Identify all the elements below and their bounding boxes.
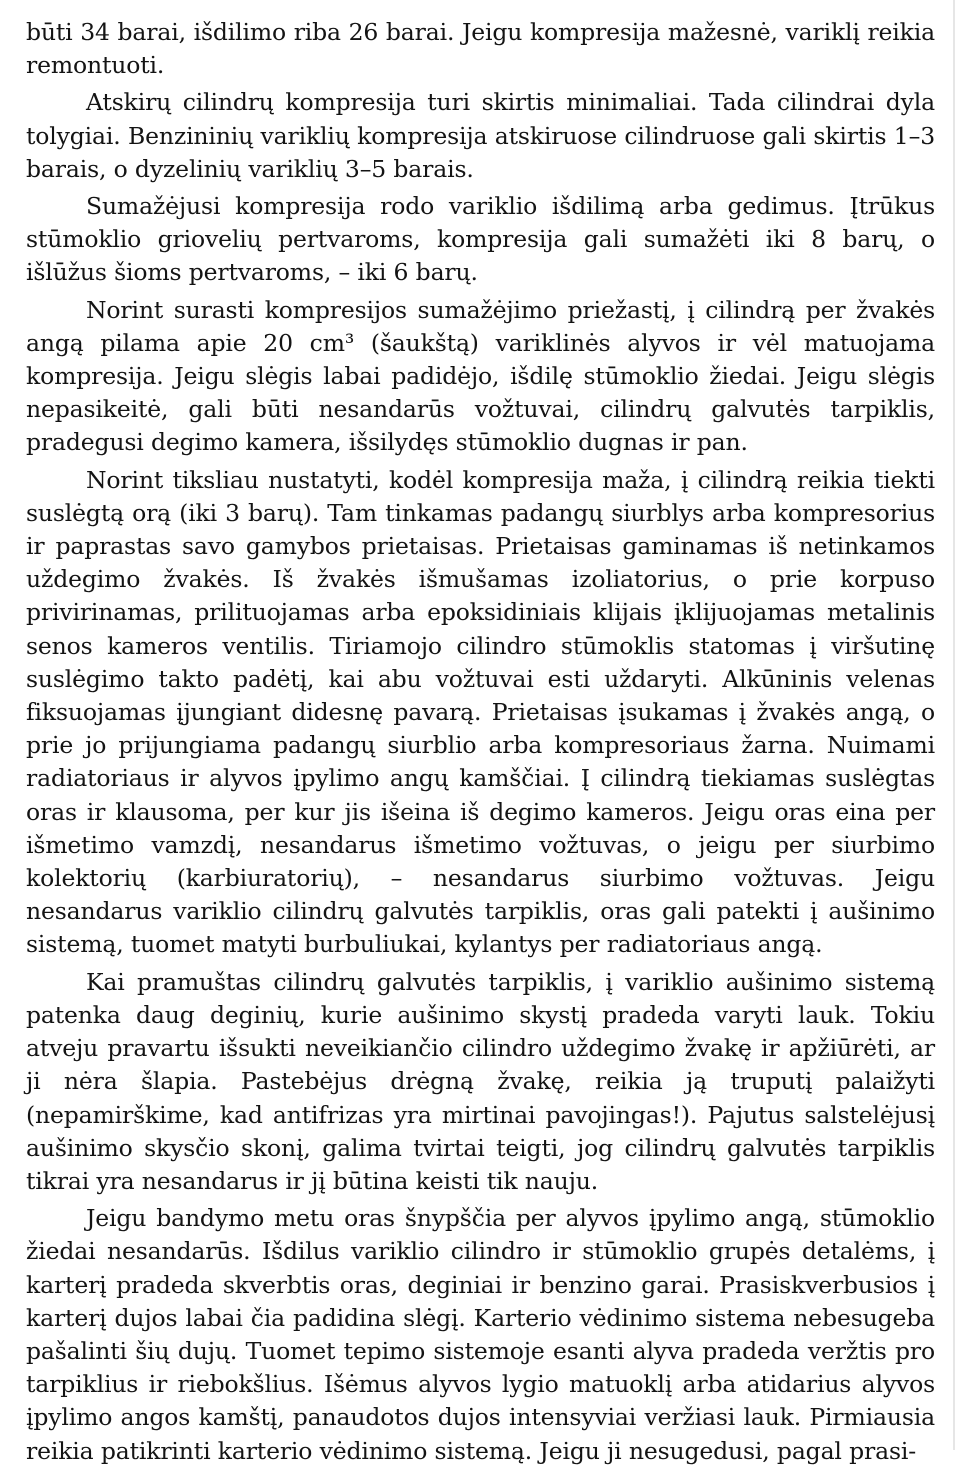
paragraph-continuation: būti 34 barai, išdilimo riba 26 barai. Jeigu kompresija mažesnė, variklį reikia remontuoti.	[26, 18, 935, 80]
paragraph-piston-rings: Jeigu bandymo metu oras šnypščia per alyvos įpylimo angą, stūmoklio žiedai nesandarūs. Išdilus variklio cilindro ir stūmoklio grupės detalėms, į karterį pradeda skverbtis oras, deginiai ir benzino garai. Prasiskverbusios į karterį dujos labai čia padidina slėgį. Karterio vėdinimo sistema nebesugeba pašalinti šių dujų. Tuomet tepimo sistemoje esanti alyva pradeda veržtis pro tarpiklius ir riebokšlius. Išėmus alyvos lygio matuoklį arba atidarius alyvos įpylimo angos kamštį, panaudotos dujos intensyviai veržiasi lauk. Pirmiausia reikia patikrinti karterio vėdinimo sistemą. Jeigu ji nesugedusi, pagal prasi-	[26, 1204, 935, 1465]
paragraph-air-pressure-test: Norint tiksliau nustatyti, kodėl kompresija maža, į cilindrą reikia tiekti suslėgtą orą (iki 3 barų). Tam tinkamas padangų siurblys arba kompresorius ir paprastas savo gamybos prietaisas. Prietaisas gaminamas iš netinkamos uždegimo žvakės. Iš žvakės išmušamas izoliatorius, o prie korpuso privirinamas, prilituojamas arba epoksidiniais klijais įklijuojamas metalinis senos kameros ventilis. Tiriamojo cilindro stūmoklis statomas į viršutinę suslėgimo takto padėtį, kai abu vožtuvai esti uždaryti. Alkūninis velenas fiksuojamas įjungiant didesnę pavarą. Prietaisas įsukamas į žvakės angą, o prie jo prijungiama padangų siurblio arba kompresoriaus žarna. Nuimami radiatoriaus ir alyvos įpylimo angų kamščiai. Į cilindrą tiekiamas suslėgtas oras ir klausoma, per kur jis išeina iš degimo kameros. Jeigu oras eina per išmetimo vamzdį, nesandarus išmetimo vožtuvas, o jeigu per siurbimo kolektorių (karbiuratorių), – nesandarus siurbimo vožtuvas. Jeigu nesandarus variklio cilindrų galvutės tarpiklis, oras gali patekti į aušinimo sistemą, tuomet matyti burbuliukai, kylantys per radiatoriaus angą.	[26, 465, 935, 959]
paragraph-oil-test: Norint surasti kompresijos sumažėjimo priežastį, į cilindrą per žvakės angą pilama apie 20 cm³ (šaukštą) variklinės alyvos ir vėl matuojama kompresija. Jeigu slėgis labai padidėjo, išdilę stūmoklio žiedai. Jeigu slėgis nepasikeitė, gali būti nesandarūs vožtuvai, cilindrų galvutės tarpiklis, pradegusi degimo kamera, išsilydęs stūmoklio dugnas ir pan.	[26, 295, 935, 457]
paragraph-compression-difference: Atskirų cilindrų kompresija turi skirtis minimaliai. Tada cilindrai dyla tolygiai. Benzininių variklių kompresija atskiruose cilindruose gali skirtis 1–3 barais, o dyzelinių variklių 3–5 barais.	[26, 88, 935, 183]
paragraph-reduced-compression: Sumažėjusi kompresija rodo variklio išdilimą arba gedimus. Įtrūkus stūmoklio griovelių pertvaroms, kompresija gali sumažėti iki 8 barų, o išlūžus šioms pertvaroms, – iki 6 barų.	[26, 192, 935, 287]
paragraph-head-gasket: Kai pramuštas cilindrų galvutės tarpiklis, į variklio aušinimo sistemą patenka daug deginių, kurie aušinimo skystį pradeda varyti lauk. Tokiu atveju pravartu išsukti neveikiančio cilindro uždegimo žvakę ir apžiūrėti, ar ji nėra šlapia. Pastebėjus drėgną žvakę, reikia ją truputį palaižyti (nepamirškime, kad antifrizas yra mirtinai pavojingas!). Pajutus salstelėjusį aušinimo skysčio skonį, galima tvirtai teigti, jog cilindrų galvutės tarpiklis tikrai yra nesandarus ir jį būtina keisti tik nauju.	[26, 967, 935, 1195]
